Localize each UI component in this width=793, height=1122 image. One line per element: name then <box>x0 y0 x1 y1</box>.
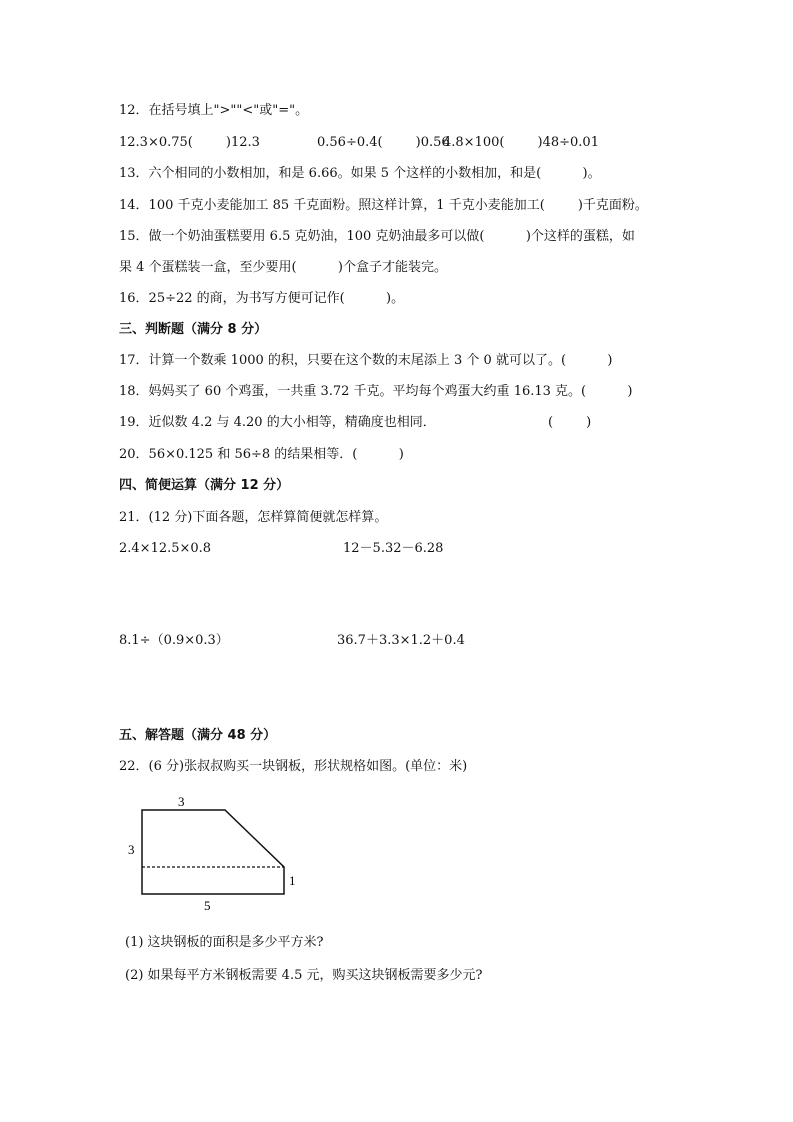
question-18: 18．妈妈买了 60 个鸡蛋，一共重 3.72 千克。平均每个鸡蛋大约重 16.13 克。( ) <box>119 384 633 399</box>
question-15: 15．做一个奶油蛋糕要用 6.5 克奶油，100 克奶油最多可以做( )个这样的蛋糕，如 <box>119 229 635 244</box>
question-17: 17．计算一个数乘 1000 的积，只要在这个数的末尾添上 3 个 0 就可以了。( ) <box>119 353 613 368</box>
question-22: 22．(6 分)张叔叔购买一块钢板，形状规格如图。(单位：米) <box>119 759 468 774</box>
question-19: 19．近似数 4.2 与 4.20 的大小相等，精确度也相同． <box>119 415 436 430</box>
label-right: 1 <box>289 873 296 888</box>
calc-item: 36.7＋3.3×1.2＋0.4 <box>337 633 465 648</box>
question-14: 14．100 千克小麦能加工 85 千克面粉。照这样计算，1 千克小麦能加工( )千克面粉。 <box>119 198 648 213</box>
question-12-item: 0.56÷0.4( )0.56 <box>317 135 450 150</box>
question-22-part-1: (1) 这块钢板的面积是多少平方米? <box>125 935 324 950</box>
question-12-title: 12．在括号填上">""<"或"="。 <box>119 103 309 118</box>
question-20: 20．56×0.125 和 56÷8 的结果相等．( ) <box>119 447 404 462</box>
question-15-cont: 果 4 个蛋糕装一盒，至少要用( )个盒子才能装完。 <box>119 260 448 275</box>
plate-outline <box>142 810 284 894</box>
question-21: 21．(12 分)下面各题，怎样算简便就怎样算。 <box>119 510 388 525</box>
label-top: 3 <box>178 794 185 809</box>
question-16: 16．25÷22 的商，为书写方便可记作( )。 <box>119 291 405 306</box>
section-3-heading: 三、判断题（满分 8 分） <box>119 322 268 337</box>
label-left: 3 <box>128 842 135 857</box>
steel-plate-figure <box>120 790 320 915</box>
section-4-heading: 四、简便运算（满分 12 分） <box>119 478 290 493</box>
calc-item: 2.4×12.5×0.8 <box>119 541 212 556</box>
section-5-heading: 五、解答题（满分 48 分） <box>119 728 277 743</box>
label-bottom: 5 <box>204 898 211 913</box>
calc-item: 12－5.32－6.28 <box>343 541 444 556</box>
question-19-answer-blank: ( ) <box>548 415 592 430</box>
question-12-item: 12.3×0.75( )12.3 <box>119 135 260 150</box>
question-13: 13．六个相同的小数相加，和是 6.66。如果 5 个这样的小数相加，和是( )。 <box>119 166 601 181</box>
calc-item: 8.1÷（0.9×0.3） <box>119 633 229 648</box>
question-22-part-2: (2) 如果每平方米钢板需要 4.5 元，购买这块钢板需要多少元? <box>125 968 483 983</box>
question-12-item: 4.8×100( )48÷0.01 <box>443 135 599 150</box>
